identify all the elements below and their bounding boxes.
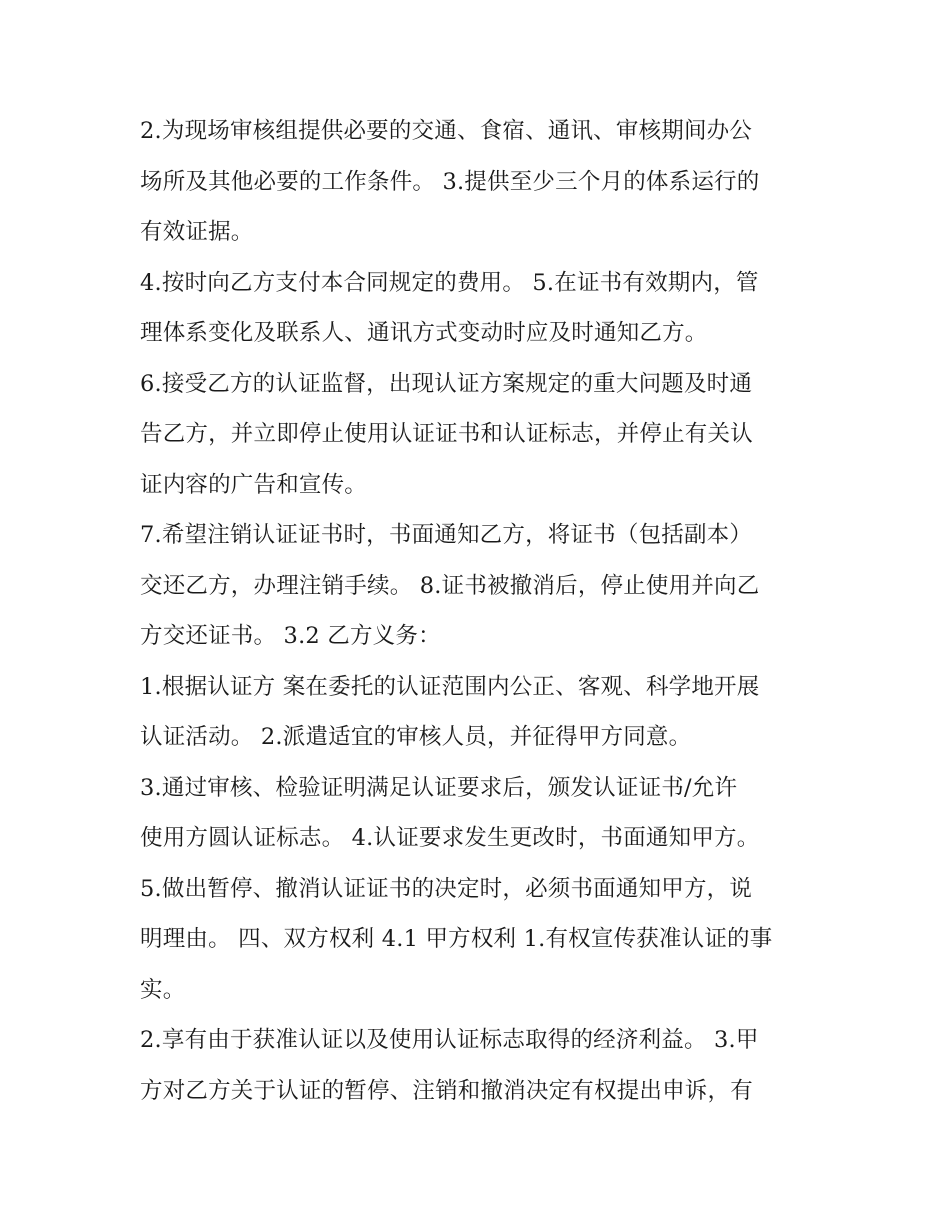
text-line: 场所及其他必要的工作条件。 3.提供至少三个月的体系运行的 [140,168,760,195]
text-line: 2.为现场审核组提供必要的交通、食宿、通讯、审核期间办公 [140,118,753,144]
text-line: 证内容的广告和宣传。 [140,471,368,498]
text-line: 实。 [140,976,186,1003]
text-line: 明理由。 四、双方权利 4.1 甲方权利 1.有权宣传获准认证的事 [140,926,773,952]
text-line: 有效证据。 [140,219,254,245]
text-line: 1.根据认证方 案在委托的认证范围内公正、客观、科学地开展 [140,673,760,700]
document-body [140,106,810,1116]
text-line: 7.希望注销认证证书时，书面通知乙方，将证书（包括副本） [140,522,753,548]
text-line: 方对乙方关于认证的暂停、注销和撤消决定有权提出申诉，有 [140,1077,753,1104]
text-line: 理体系变化及联系人、通讯方式变动时应及时通知乙方。 [140,320,708,346]
text-line: 方交还证书。 3.2 乙方义务： [140,623,441,649]
text-line: 使用方圆认证标志。 4.认证要求发生更改时，书面通知甲方。 [140,825,760,851]
text-line: 告乙方，并立即停止使用认证证书和认证标志，并停止有关认 [140,421,753,447]
text-line: 2.享有由于获准认证以及使用认证标志取得的经济利益。 3.甲 [140,1027,759,1053]
text-line: 6.接受乙方的认证监督，出现认证方案规定的重大问题及时通 [140,370,753,397]
text-line: 5.做出暂停、撤消认证证书的决定时，必须书面通知甲方，说 [140,875,753,902]
text-line: 交还乙方，办理注销手续。 8.证书被撤消后，停止使用并向乙 [140,572,760,599]
text-line: 3.通过审核、检验证明满足认证要求后，颁发认证证书/允许 [140,774,738,801]
text-line: 认证活动。 2.派遣适宜的审核人员，并征得甲方同意。 [140,724,692,750]
text-line: 4.按时向乙方支付本合同规定的费用。 5.在证书有效期内，管 [140,269,759,296]
